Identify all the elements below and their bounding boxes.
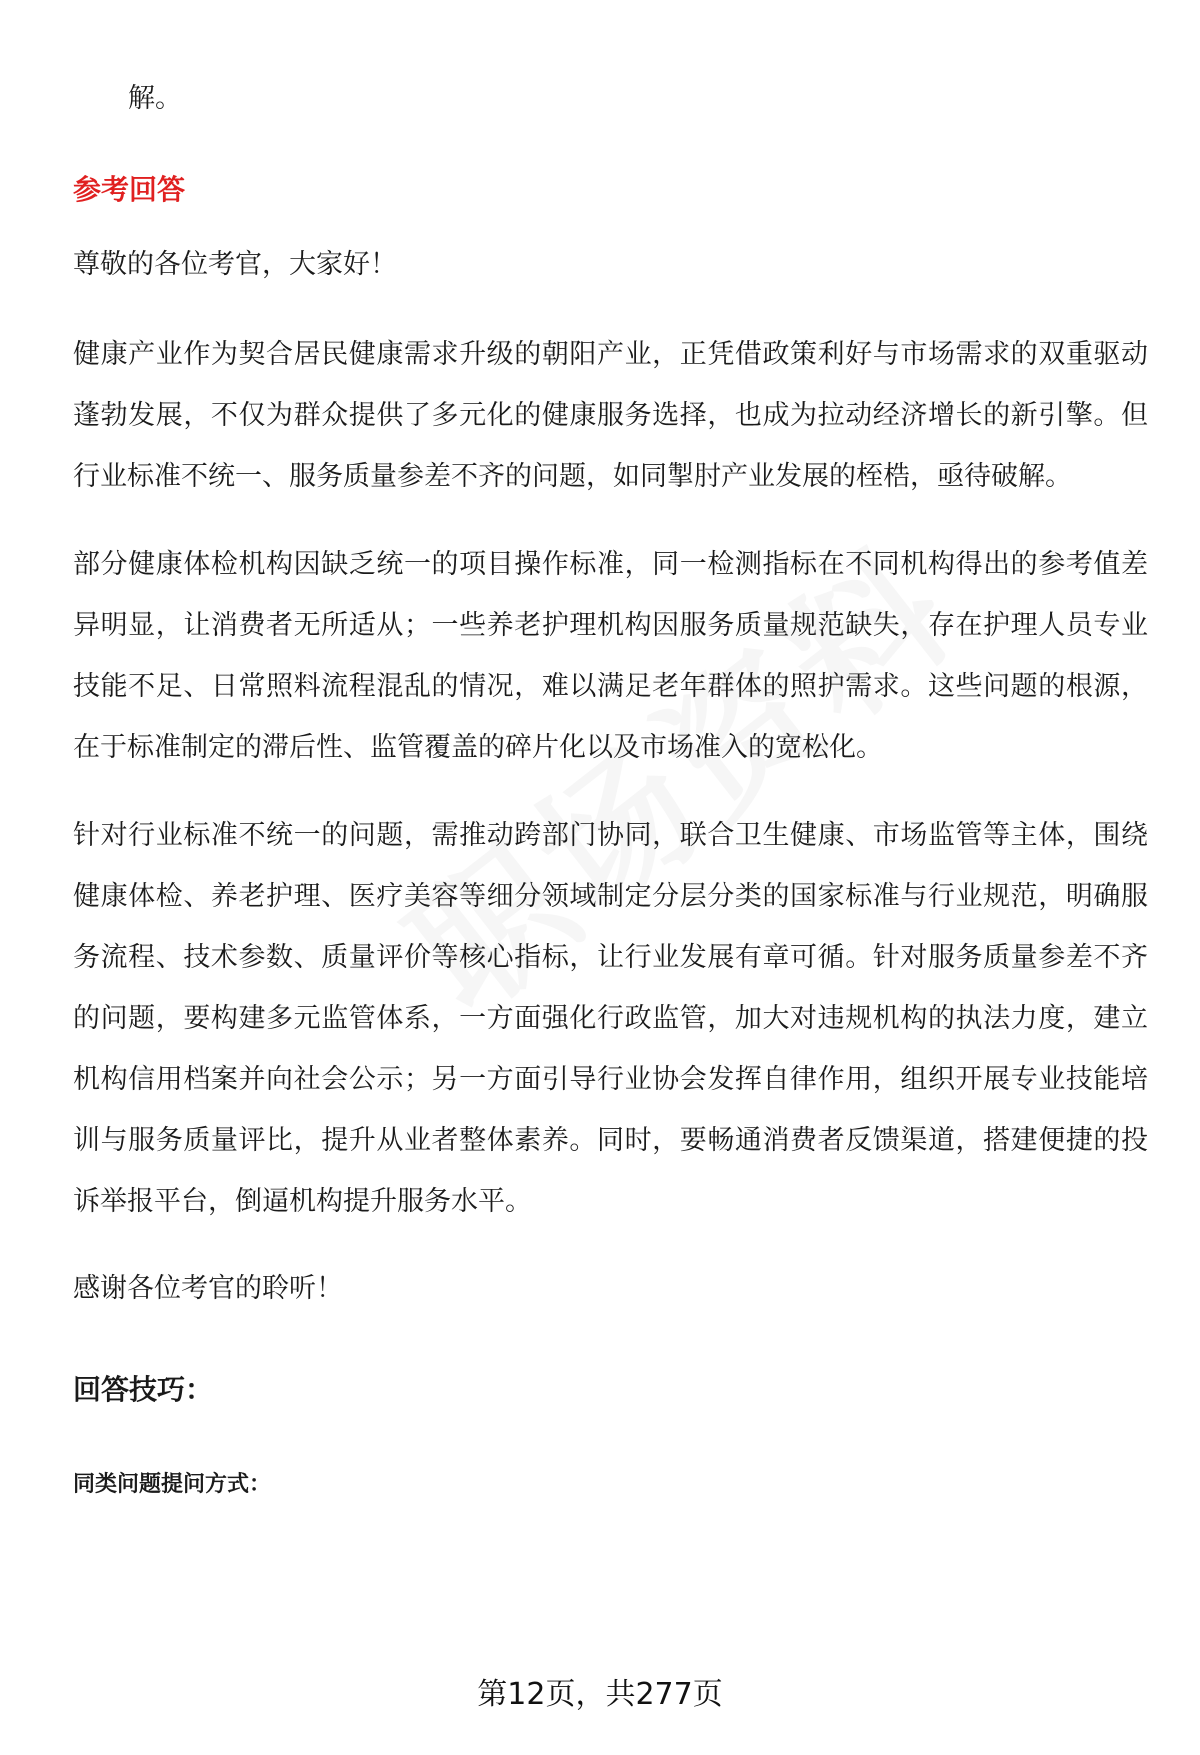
paragraph-intro: 健康产业作为契合居民健康需求升级的朝阳产业，正凭借政策利好与市场需求的双重驱动蓬勃发展，不仅为群众提供了多元化的健康服务选择，也成为拉动经济增长的新引擎。但行业标准不统一、服务质量参差不齐的问题，如同掣肘产业发展的桎梏，亟待破解。 [73,339,1148,492]
paragraph-problems: 部分健康体检机构因缺乏统一的项目操作标准，同一检测指标在不同机构得出的参考值差异明显，让消费者无所适从；一些养老护理机构因服务质量规范缺失，存在护理人员专业技能不足、日常照料流程混乱的情况，难以满足老年群体的照护需求。这些问题的根源，在于标准制定的滞后性、监管覆盖的碎片化以及市场准入的宽松化。 [73,549,1148,763]
greeting: 尊敬的各位考官，大家好！ [73,249,397,280]
document-content [73,68,1148,1509]
similar-questions-heading: 同类问题提问方式： [73,1472,272,1497]
page-indicator: 第12页，共277页 [477,1677,723,1712]
continuation-text: 解。 [128,83,182,114]
reference-answer-title: 参考回答 [73,173,186,206]
skills-heading: 回答技巧： [73,1373,214,1406]
paragraph-solutions: 针对行业标准不统一的问题，需推动跨部门协同，联合卫生健康、市场监管等主体，围绕健康体检、养老护理、医疗美容等细分领域制定分层分类的国家标准与行业规范，明确服务流程、技术参数、质量评价等核心指标，让行业发展有章可循。针对服务质量参差不齐的问题，要构建多元监管体系，一方面强化行政监管，加大对违规机构的执法力度，建立机构信用档案并向社会公示；另一方面引导行业协会发挥自律作用，组织开展专业技能培训与服务质量评比，提升从业者整体素养。同时，要畅通消费者反馈渠道，搭建便捷的投诉举报平台，倒逼机构提升服务水平。 [73,820,1148,1217]
closing: 感谢各位考官的聆听！ [73,1273,343,1304]
